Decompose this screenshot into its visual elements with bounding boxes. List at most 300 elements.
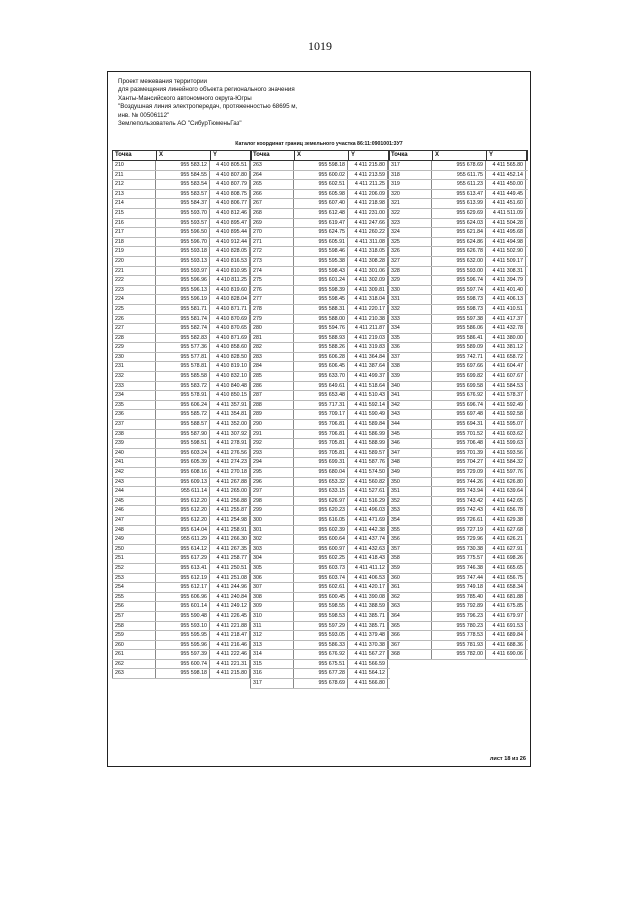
x-cell: 955 612.48 <box>294 209 348 218</box>
table-row <box>112 410 252 420</box>
header-line: Проект межевания территории <box>118 78 208 85</box>
x-cell: 955 653.48 <box>294 391 348 400</box>
table-row <box>250 526 390 536</box>
x-cell: 955 605.98 <box>294 190 348 199</box>
point-cell: 221 <box>112 267 156 276</box>
x-cell: 955 717.31 <box>294 401 348 410</box>
x-cell: 955 596.19 <box>156 295 210 304</box>
x-cell: 955 603.24 <box>156 449 210 458</box>
table-row <box>112 190 252 200</box>
point-cell: 308 <box>250 593 294 602</box>
column-header: Y <box>211 151 251 160</box>
point-cell: 307 <box>250 583 294 592</box>
y-cell: 4 411 639.64 <box>486 487 526 496</box>
x-cell: 955 616.05 <box>294 516 348 525</box>
y-cell: 4 411 364.84 <box>348 353 388 362</box>
table-row <box>388 382 528 392</box>
y-cell: 4 411 278.91 <box>210 439 250 448</box>
y-cell: 4 410 895.44 <box>210 228 250 237</box>
x-cell: 955 742.43 <box>432 506 486 515</box>
table-row <box>112 487 252 497</box>
table-row <box>112 641 252 651</box>
point-cell: 321 <box>388 199 432 208</box>
sheet-label: лист 18 из 26 <box>489 756 526 762</box>
point-cell: 309 <box>250 602 294 611</box>
table-row <box>250 324 390 334</box>
x-cell: 955 600.45 <box>294 593 348 602</box>
y-cell: 4 411 595.07 <box>486 420 526 429</box>
y-cell: 4 410 808.75 <box>210 190 250 199</box>
y-cell: 4 411 258.91 <box>210 526 250 535</box>
y-cell: 4 411 410.51 <box>486 305 526 314</box>
y-cell: 4 411 387.64 <box>348 362 388 371</box>
y-cell: 4 411 206.09 <box>348 190 388 199</box>
table-row <box>250 478 390 488</box>
x-cell: 955 598.53 <box>294 612 348 621</box>
point-cell: 367 <box>388 641 432 650</box>
x-cell: 955 611.75 <box>432 171 486 180</box>
point-cell: 273 <box>250 257 294 266</box>
point-cell: 234 <box>112 391 156 400</box>
x-cell: 955 577.81 <box>156 353 210 362</box>
x-cell: 955 600.02 <box>294 171 348 180</box>
y-cell: 4 411 627.91 <box>486 545 526 554</box>
point-cell: 359 <box>388 564 432 573</box>
y-cell: 4 411 589.84 <box>348 420 388 429</box>
table-row <box>388 650 528 660</box>
table-column-group <box>112 150 252 679</box>
y-cell: 4 411 565.80 <box>486 161 526 170</box>
table-row <box>112 247 252 257</box>
table-row <box>250 238 390 248</box>
table-row <box>388 468 528 478</box>
y-cell: 4 411 452.14 <box>486 171 526 180</box>
point-cell: 236 <box>112 410 156 419</box>
point-cell: 262 <box>112 660 156 669</box>
table-row <box>388 315 528 325</box>
table-row <box>388 228 528 238</box>
point-cell: 254 <box>112 583 156 592</box>
y-cell: 4 410 912.44 <box>210 238 250 247</box>
header-line: Ханты-Мансийского автономного округа-Югры <box>118 94 252 102</box>
point-cell: 295 <box>250 468 294 477</box>
table-row <box>112 554 252 564</box>
y-cell: 4 411 599.63 <box>486 439 526 448</box>
point-cell: 211 <box>112 171 156 180</box>
y-cell: 4 411 256.88 <box>210 497 250 506</box>
point-cell: 255 <box>112 593 156 602</box>
y-cell: 4 411 406.13 <box>486 295 526 304</box>
y-cell: 4 410 828.50 <box>210 353 250 362</box>
y-cell: 4 411 352.00 <box>210 420 250 429</box>
point-cell: 316 <box>250 669 294 678</box>
x-cell: 955 606.96 <box>156 593 210 602</box>
x-cell: 955 614.12 <box>156 545 210 554</box>
point-cell: 301 <box>250 526 294 535</box>
y-cell: 4 411 420.17 <box>348 583 388 592</box>
table-row <box>112 334 252 344</box>
table-row <box>388 219 528 229</box>
y-cell: 4 410 832.10 <box>210 372 250 381</box>
point-cell: 293 <box>250 449 294 458</box>
table-row <box>388 487 528 497</box>
y-cell: 4 411 564.12 <box>348 669 388 678</box>
point-cell: 264 <box>250 171 294 180</box>
table-row <box>250 516 390 526</box>
x-cell: 955 598.45 <box>294 295 348 304</box>
table-row <box>250 449 390 459</box>
x-cell: 955 596.13 <box>156 286 210 295</box>
x-cell: 955 598.73 <box>432 305 486 314</box>
point-cell: 347 <box>388 449 432 458</box>
point-cell: 248 <box>112 526 156 535</box>
point-cell: 240 <box>112 449 156 458</box>
y-cell: 4 411 451.60 <box>486 199 526 208</box>
x-cell: 955 614.04 <box>156 526 210 535</box>
x-cell: 955 602.51 <box>294 180 348 189</box>
y-cell: 4 410 828.05 <box>210 247 250 256</box>
y-cell: 4 411 379.48 <box>348 631 388 640</box>
y-cell: 4 411 584.32 <box>486 458 526 467</box>
x-cell: 955 593.05 <box>294 631 348 640</box>
point-cell: 243 <box>112 478 156 487</box>
x-cell: 955 706.81 <box>294 430 348 439</box>
y-cell: 4 411 247.66 <box>348 219 388 228</box>
point-cell: 214 <box>112 199 156 208</box>
table-row <box>112 161 252 171</box>
point-cell: 322 <box>388 209 432 218</box>
y-cell: 4 411 251.08 <box>210 574 250 583</box>
x-cell: 955 633.15 <box>294 487 348 496</box>
table-row <box>250 401 390 411</box>
column-header: Точка <box>389 151 433 160</box>
y-cell: 4 411 318.05 <box>348 247 388 256</box>
point-cell: 336 <box>388 343 432 352</box>
point-cell: 345 <box>388 430 432 439</box>
table-row <box>388 420 528 430</box>
table-row <box>112 631 252 641</box>
point-cell: 325 <box>388 238 432 247</box>
x-cell: 955 587.90 <box>156 430 210 439</box>
x-cell: 955 743.94 <box>432 487 486 496</box>
y-cell: 4 411 584.53 <box>486 382 526 391</box>
y-cell: 4 411 301.06 <box>348 267 388 276</box>
x-cell: 955 612.20 <box>156 516 210 525</box>
x-cell: 955 701.52 <box>432 430 486 439</box>
table-row <box>250 286 390 296</box>
table-row <box>112 420 252 430</box>
table-row <box>388 612 528 622</box>
y-cell: 4 410 819.10 <box>210 362 250 371</box>
table-column-group <box>250 150 390 689</box>
y-cell: 4 411 210.38 <box>348 315 388 324</box>
point-cell: 363 <box>388 602 432 611</box>
y-cell: 4 410 870.65 <box>210 324 250 333</box>
point-cell: 278 <box>250 305 294 314</box>
table-row <box>112 305 252 315</box>
table-row <box>388 401 528 411</box>
table-row <box>388 171 528 181</box>
point-cell: 226 <box>112 315 156 324</box>
table-row <box>250 602 390 612</box>
x-cell: 955 588.57 <box>156 420 210 429</box>
y-cell: 4 411 231.00 <box>348 209 388 218</box>
y-cell: 4 411 432.63 <box>348 545 388 554</box>
point-cell: 210 <box>112 161 156 170</box>
table-row <box>388 497 528 507</box>
x-cell: 955 792.89 <box>432 602 486 611</box>
y-cell: 4 410 811.25 <box>210 276 250 285</box>
y-cell: 4 411 307.92 <box>210 430 250 439</box>
table-row <box>112 612 252 622</box>
table-row <box>388 391 528 401</box>
y-cell: 4 411 221.88 <box>210 622 250 631</box>
table-row <box>388 449 528 459</box>
x-cell: 955 605.39 <box>156 458 210 467</box>
column-header: Y <box>349 151 389 160</box>
x-cell: 955 697.66 <box>432 362 486 371</box>
table-row <box>388 622 528 632</box>
y-cell: 4 411 675.85 <box>486 602 526 611</box>
coordinate-table <box>112 150 526 758</box>
y-cell: 4 411 688.36 <box>486 641 526 650</box>
table-row <box>250 382 390 392</box>
y-cell: 4 410 806.77 <box>210 199 250 208</box>
x-cell: 955 649.61 <box>294 382 348 391</box>
point-cell: 330 <box>388 286 432 295</box>
x-cell: 955 653.32 <box>294 478 348 487</box>
y-cell: 4 411 656.75 <box>486 574 526 583</box>
table-row <box>388 161 528 171</box>
x-cell: 955 593.57 <box>156 219 210 228</box>
x-cell: 955 629.69 <box>432 209 486 218</box>
column-header: X <box>157 151 211 160</box>
point-cell: 319 <box>388 180 432 189</box>
y-cell: 4 411 567.27 <box>348 650 388 659</box>
y-cell: 4 411 222.46 <box>210 650 250 659</box>
point-cell: 212 <box>112 180 156 189</box>
x-cell: 955 593.10 <box>156 622 210 631</box>
y-cell: 4 411 226.45 <box>210 612 250 621</box>
y-cell: 4 411 603.62 <box>486 430 526 439</box>
point-cell: 335 <box>388 334 432 343</box>
table-row <box>250 334 390 344</box>
table-row <box>250 612 390 622</box>
point-cell: 368 <box>388 650 432 659</box>
y-cell: 4 410 807.80 <box>210 171 250 180</box>
table-row <box>250 199 390 209</box>
y-cell: 4 411 309.81 <box>348 286 388 295</box>
point-cell: 282 <box>250 343 294 352</box>
x-cell: 955 611.14 <box>156 487 210 496</box>
table-row <box>112 593 252 603</box>
table-row <box>250 410 390 420</box>
point-cell: 328 <box>388 267 432 276</box>
y-cell: 4 411 401.40 <box>486 286 526 295</box>
y-cell: 4 411 270.18 <box>210 468 250 477</box>
x-cell: 955 596.50 <box>156 228 210 237</box>
table-row <box>112 257 252 267</box>
y-cell: 4 411 240.84 <box>210 593 250 602</box>
table-row <box>388 458 528 468</box>
x-cell: 955 699.82 <box>432 372 486 381</box>
x-cell: 955 598.18 <box>156 669 210 678</box>
point-cell: 338 <box>388 362 432 371</box>
y-cell: 4 411 311.08 <box>348 238 388 247</box>
table-row <box>112 439 252 449</box>
y-cell: 4 411 308.28 <box>348 257 388 266</box>
table-row <box>388 276 528 286</box>
point-cell: 281 <box>250 334 294 343</box>
table-row <box>250 545 390 555</box>
x-cell: 955 582.74 <box>156 324 210 333</box>
table-row <box>388 353 528 363</box>
y-cell: 4 411 511.09 <box>486 209 526 218</box>
y-cell: 4 411 592.58 <box>486 410 526 419</box>
x-cell: 955 785.40 <box>432 593 486 602</box>
table-row <box>388 305 528 315</box>
x-cell: 955 602.25 <box>294 554 348 563</box>
y-cell: 4 411 589.57 <box>348 449 388 458</box>
x-cell: 955 583.72 <box>156 382 210 391</box>
point-cell: 350 <box>388 478 432 487</box>
point-cell: 358 <box>388 554 432 563</box>
x-cell: 955 624.75 <box>294 228 348 237</box>
table-row <box>112 276 252 286</box>
table-row <box>250 497 390 507</box>
table-row <box>250 506 390 516</box>
point-cell: 220 <box>112 257 156 266</box>
x-cell: 955 598.46 <box>294 247 348 256</box>
table-row <box>250 535 390 545</box>
y-cell: 4 410 871.69 <box>210 334 250 343</box>
table-row <box>250 564 390 574</box>
point-cell: 302 <box>250 535 294 544</box>
table-row <box>250 257 390 267</box>
point-cell: 238 <box>112 430 156 439</box>
x-cell: 955 749.18 <box>432 583 486 592</box>
point-cell: 303 <box>250 545 294 554</box>
table-row <box>250 353 390 363</box>
point-cell: 355 <box>388 526 432 535</box>
x-cell: 955 676.92 <box>294 650 348 659</box>
x-cell: 955 620.23 <box>294 506 348 515</box>
y-cell: 4 410 816.53 <box>210 257 250 266</box>
x-cell: 955 729.09 <box>432 468 486 477</box>
x-cell: 955 730.38 <box>432 545 486 554</box>
x-cell: 955 611.23 <box>432 180 486 189</box>
point-cell: 216 <box>112 219 156 228</box>
point-cell: 288 <box>250 401 294 410</box>
y-cell: 4 411 302.09 <box>348 276 388 285</box>
table-header-row <box>250 150 390 161</box>
point-cell: 332 <box>388 305 432 314</box>
y-cell: 4 410 812.46 <box>210 209 250 218</box>
point-cell: 266 <box>250 190 294 199</box>
table-row <box>388 362 528 372</box>
point-cell: 361 <box>388 583 432 592</box>
table-row <box>388 564 528 574</box>
x-cell: 955 611.29 <box>156 535 210 544</box>
x-cell: 955 780.23 <box>432 622 486 631</box>
x-cell: 955 598.51 <box>156 439 210 448</box>
table-row <box>250 362 390 372</box>
table-row <box>250 641 390 651</box>
y-cell: 4 411 417.37 <box>486 315 526 324</box>
y-cell: 4 410 819.60 <box>210 286 250 295</box>
table-row <box>112 401 252 411</box>
table-row <box>112 267 252 277</box>
x-cell: 955 598.73 <box>432 295 486 304</box>
table-row <box>250 669 390 679</box>
y-cell: 4 411 518.64 <box>348 382 388 391</box>
y-cell: 4 411 437.74 <box>348 535 388 544</box>
point-cell: 313 <box>250 641 294 650</box>
y-cell: 4 411 267.88 <box>210 478 250 487</box>
column-header: Точка <box>113 151 157 160</box>
x-cell: 955 578.91 <box>156 391 210 400</box>
table-row <box>250 228 390 238</box>
table-row <box>388 343 528 353</box>
x-cell: 955 699.58 <box>432 382 486 391</box>
x-cell: 955 747.44 <box>432 574 486 583</box>
y-cell: 4 411 218.98 <box>348 199 388 208</box>
table-row <box>112 574 252 584</box>
y-cell: 4 411 215.80 <box>348 161 388 170</box>
y-cell: 4 411 258.77 <box>210 554 250 563</box>
x-cell: 955 600.97 <box>294 545 348 554</box>
x-cell: 955 601.24 <box>294 276 348 285</box>
x-cell: 955 577.36 <box>156 343 210 352</box>
y-cell: 4 411 504.28 <box>486 219 526 228</box>
table-row <box>112 171 252 181</box>
table-row <box>112 516 252 526</box>
table-row <box>250 458 390 468</box>
table-row <box>388 574 528 584</box>
table-row <box>388 430 528 440</box>
y-cell: 4 411 254.98 <box>210 516 250 525</box>
point-cell: 292 <box>250 439 294 448</box>
table-row <box>388 334 528 344</box>
table-row <box>112 535 252 545</box>
x-cell: 955 726.61 <box>432 516 486 525</box>
x-cell: 955 588.93 <box>294 334 348 343</box>
point-cell: 365 <box>388 622 432 631</box>
y-cell: 4 411 690.06 <box>486 650 526 659</box>
y-cell: 4 411 679.97 <box>486 612 526 621</box>
y-cell: 4 411 560.82 <box>348 478 388 487</box>
point-cell: 279 <box>250 315 294 324</box>
x-cell: 955 781.93 <box>432 641 486 650</box>
y-cell: 4 411 658.72 <box>486 353 526 362</box>
point-cell: 348 <box>388 458 432 467</box>
y-cell: 4 411 266.30 <box>210 535 250 544</box>
y-cell: 4 410 895.47 <box>210 219 250 228</box>
point-cell: 246 <box>112 506 156 515</box>
y-cell: 4 411 627.68 <box>486 526 526 535</box>
table-row <box>250 209 390 219</box>
x-cell: 955 699.31 <box>294 458 348 467</box>
point-cell: 227 <box>112 324 156 333</box>
y-cell: 4 411 588.99 <box>348 439 388 448</box>
page-number: 1019 <box>308 39 332 53</box>
y-cell: 4 411 274.23 <box>210 458 250 467</box>
point-cell: 296 <box>250 478 294 487</box>
point-cell: 327 <box>388 257 432 266</box>
point-cell: 250 <box>112 545 156 554</box>
table-row <box>112 209 252 219</box>
y-cell: 4 411 502.90 <box>486 247 526 256</box>
